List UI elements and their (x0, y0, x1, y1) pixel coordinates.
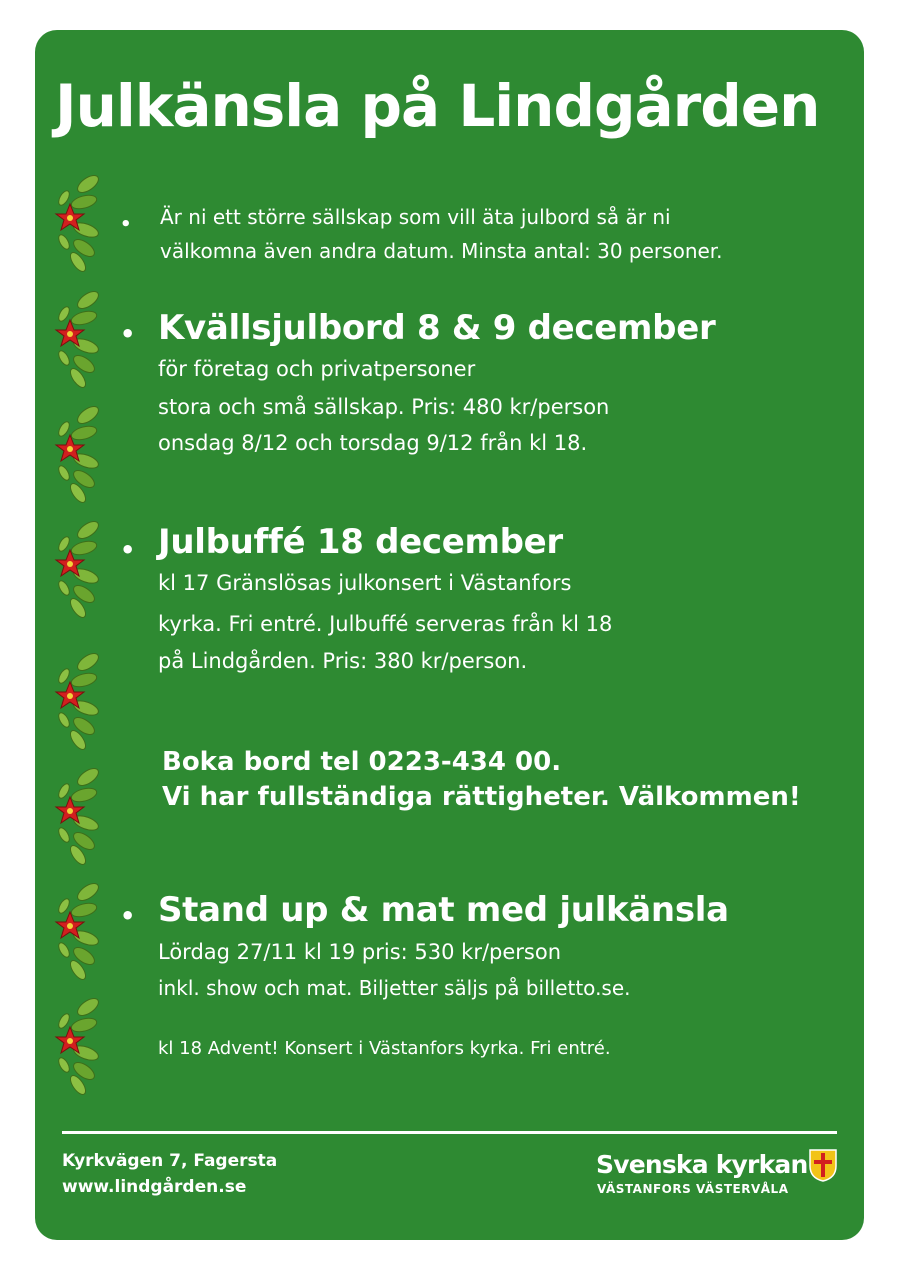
intro-line: välkomna även andra datum. Minsta antal: 30 personer. (160, 239, 723, 263)
booking-line: Vi har fullständiga rättigheter. Välkommen! (162, 782, 801, 812)
intro-text (160, 200, 723, 268)
logo-subtitle: VÄSTANFORS VÄSTERVÅLA (597, 1182, 789, 1196)
church-crest-icon (808, 1148, 838, 1182)
holly-icon (50, 288, 106, 388)
holly-icon (50, 995, 106, 1095)
holly-icon (50, 765, 106, 865)
event-line: kl 17 Gränslösas julkonsert i Västanfors (158, 571, 572, 595)
booking-line: Boka bord tel 0223-434 00. (162, 747, 562, 777)
booking-text (162, 745, 801, 815)
holly-icon (50, 403, 106, 503)
holly-icon (50, 172, 106, 272)
footer-divider (62, 1131, 837, 1134)
event-line: Lördag 27/11 kl 19 pris: 530 kr/person (158, 940, 562, 964)
event-line: inkl. show och mat. Biljetter säljs på billetto.se. (158, 976, 631, 1000)
footer-address: Kyrkvägen 7, Fagersta (62, 1151, 278, 1171)
event-heading: Julbuffé 18 december (158, 522, 563, 562)
footer-website[interactable]: www.lindgården.se (62, 1177, 247, 1197)
holly-icon (50, 880, 106, 980)
event-heading: Kvällsjulbord 8 & 9 december (158, 308, 716, 348)
holly-icon (50, 650, 106, 750)
bullet: • (120, 902, 136, 930)
holly-icon (50, 518, 106, 618)
event-line: för företag och privatpersoner (158, 357, 476, 381)
bullet: • (120, 320, 136, 348)
event-heading: Stand up & mat med julkänsla (158, 890, 729, 930)
intro-line: Är ni ett större sällskap som vill äta julbord så är ni (160, 205, 671, 229)
bullet: • (120, 214, 132, 235)
event-line: stora och små sällskap. Pris: 480 kr/person (158, 395, 610, 419)
page-title: Julkänsla på Lindgården (55, 72, 820, 140)
bullet: • (120, 536, 136, 564)
event-line: kyrka. Fri entré. Julbuffé serveras från kl 18 (158, 612, 613, 636)
logo-name: Svenska kyrkan (596, 1150, 808, 1179)
event-line: onsdag 8/12 och torsdag 9/12 från kl 18. (158, 431, 588, 455)
event-line: på Lindgården. Pris: 380 kr/person. (158, 649, 528, 673)
advent-text: kl 18 Advent! Konsert i Västanfors kyrka. Fri entré. (158, 1038, 611, 1059)
